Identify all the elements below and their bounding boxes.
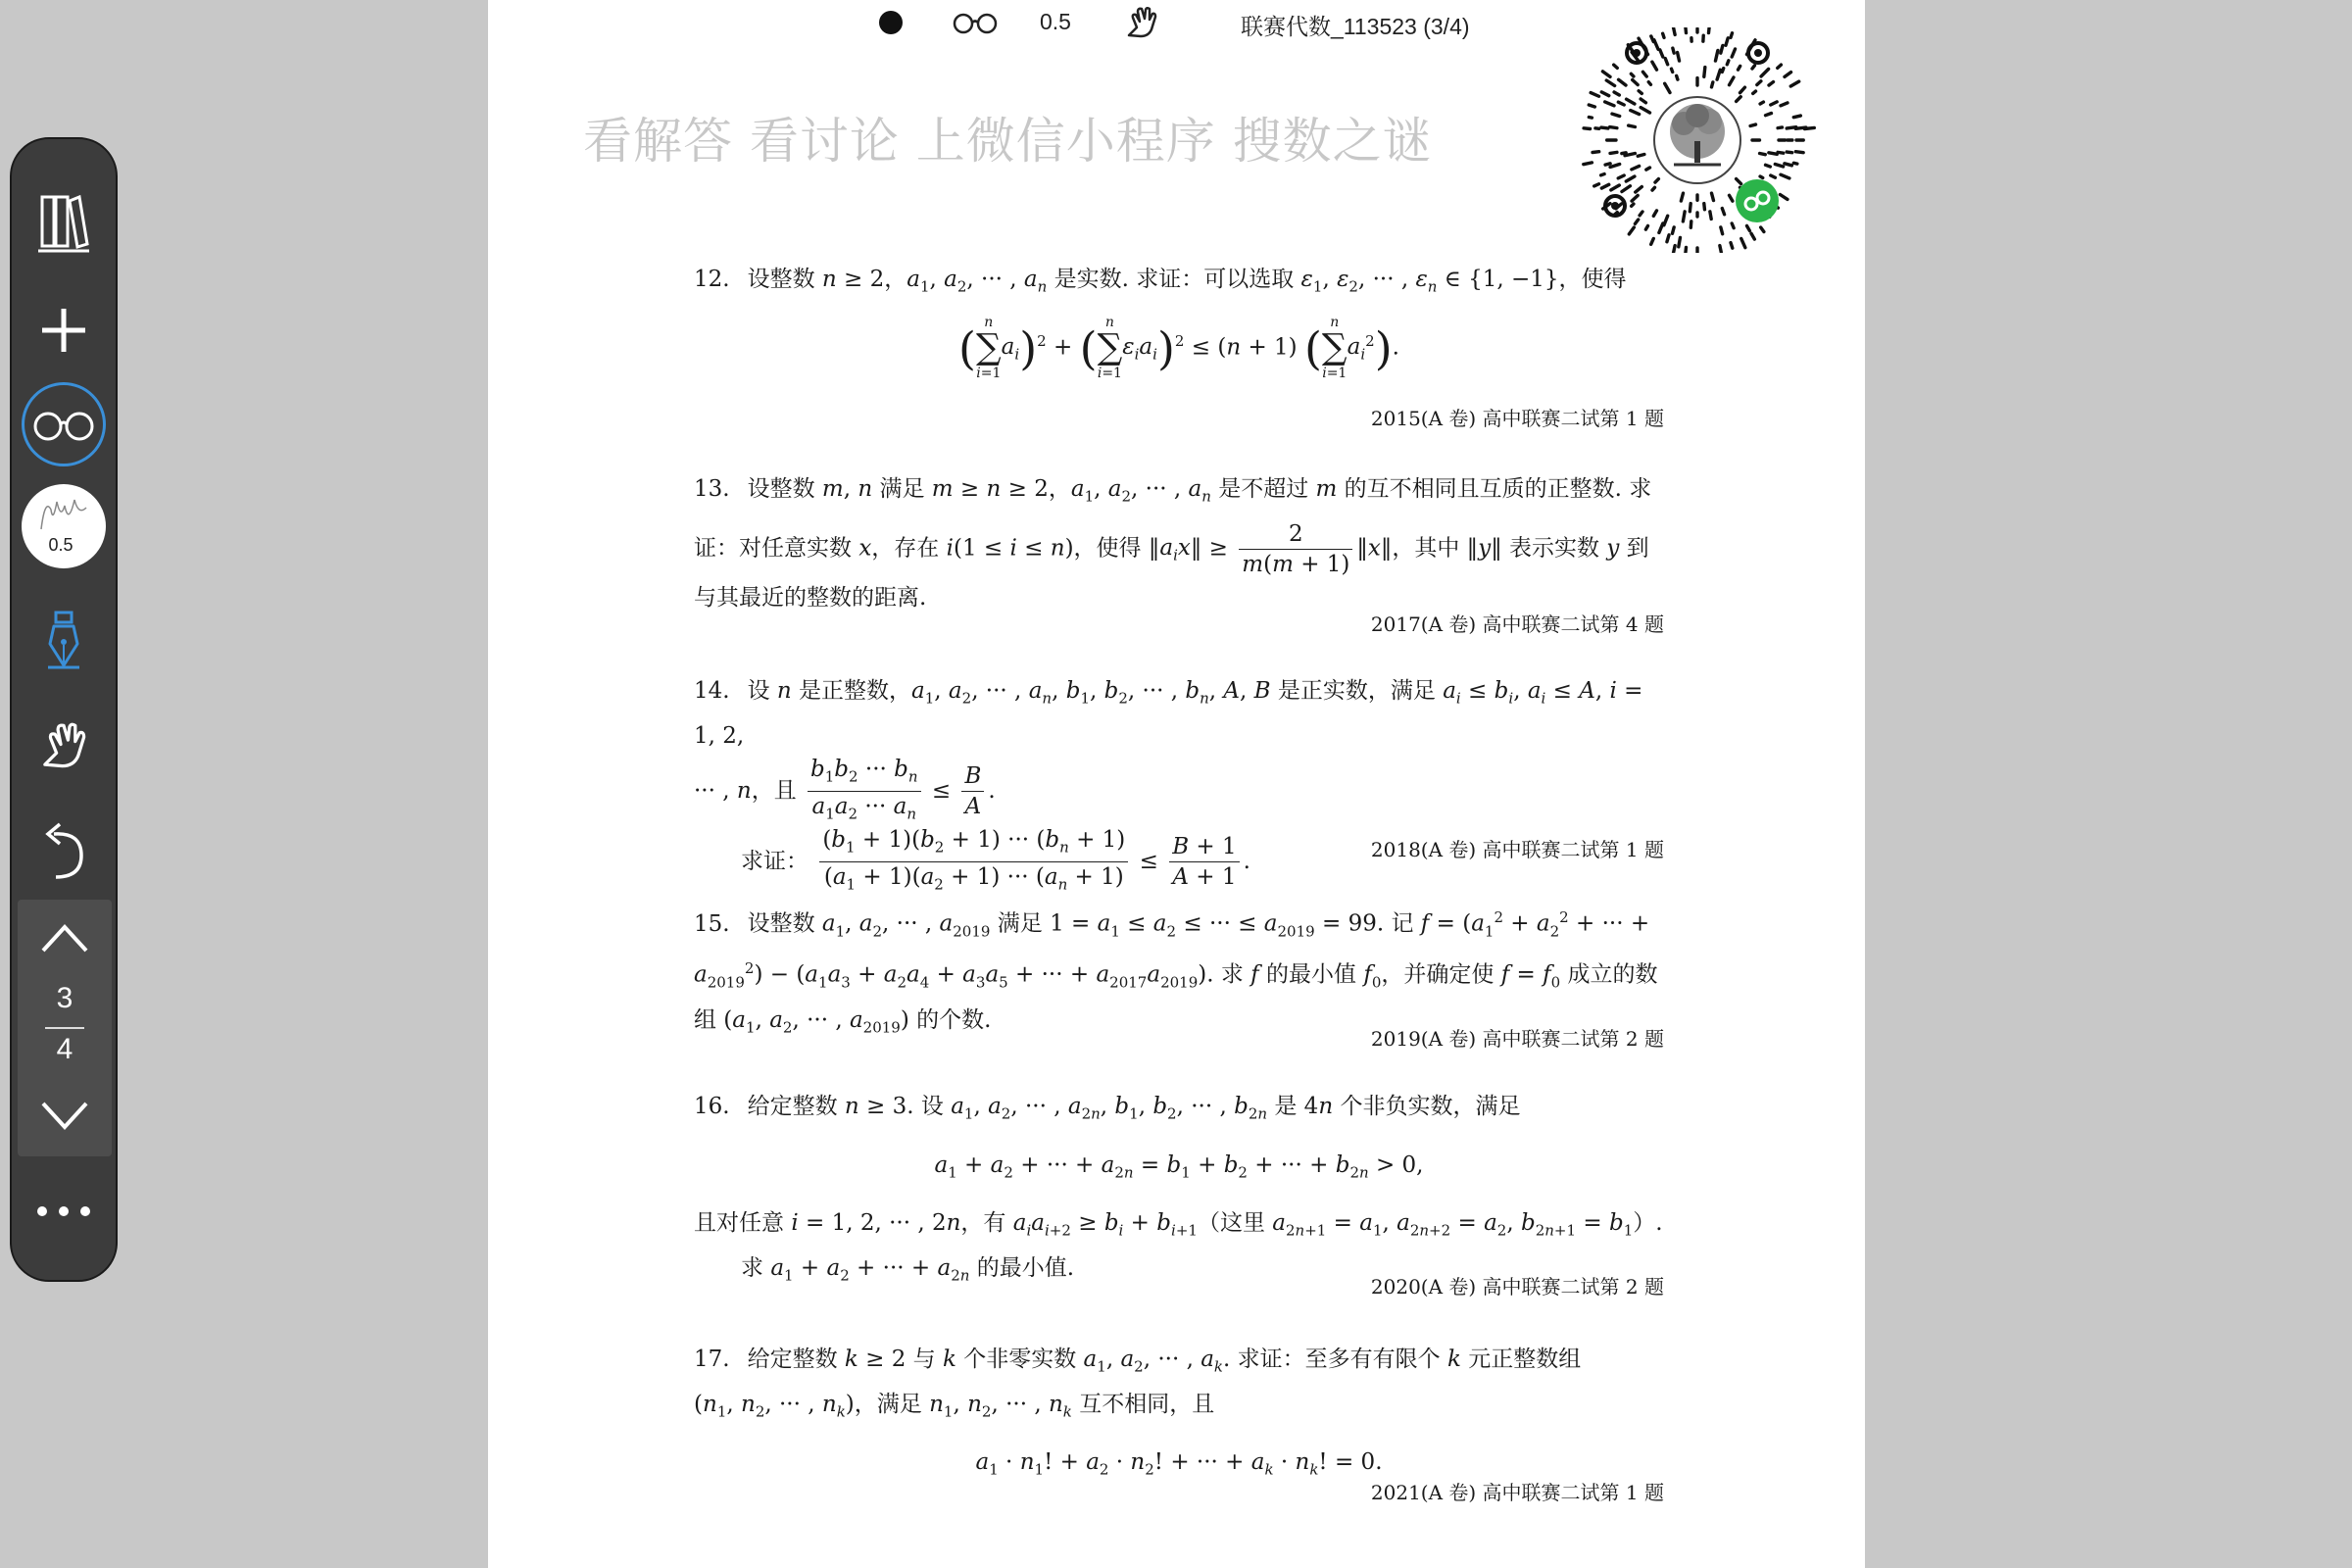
qr-dot [1646,168,1650,170]
qr-dot [1678,53,1680,62]
qr-dot [1632,195,1638,201]
qr-dot [1720,246,1721,253]
qr-dot [1659,223,1663,232]
qr-dot [1605,102,1614,106]
zoom-value[interactable]: 0.5 [1040,9,1071,34]
qr-dot [1591,93,1598,97]
qr-dot [1766,165,1771,167]
problem-13: 13. 设整数 m, n 满足 m ≥ n ≥ 2，$a_1$, $a_2$, ··· , $a_n$ 是不超过 m 的互不相同且互质的正整数. 求 证：对任意实数 x，存在 i(1 ≤ i ≤ n)，使得 $‖a_ix‖$ ≥ $\frac{2}{m(m + 1)}$ ‖x‖，其中 ‖y‖ 表示实数 y 到 与其最近的整数的距离. 2017(A 卷) 高中联赛二试第 4 题 [694,470,1664,616]
qr-dot [1790,81,1798,86]
qr-dot [1732,49,1735,57]
qr-dot [1611,185,1619,190]
document-title: 联赛代数_113523 (3/4) [1241,14,1470,39]
qr-dot [1660,50,1663,57]
qr-dot [1641,99,1645,103]
document-page [488,0,1865,1568]
qr-dot [1771,102,1777,105]
problem-text: 满足 [997,910,1043,937]
qr-dot [1601,127,1608,128]
problem-text: 满足 [879,476,925,502]
qr-dot [1752,66,1754,69]
qr-dot [1622,186,1630,192]
qr-dot [1775,164,1783,167]
problem-number: 16. [694,1094,730,1119]
problem-source: 2020(A 卷) 高中联赛二试第 2 题 [1370,1275,1664,1298]
more-button[interactable] [12,1182,116,1241]
problem-text: 设整数 [747,910,815,937]
problem-text: ，存在 [871,535,940,562]
pen-tool-button[interactable] [12,596,116,684]
qr-dot [1618,175,1624,178]
qr-dot [1778,152,1784,153]
qr-dot [1605,164,1610,165]
qr-dot [1652,62,1657,70]
problem-text: 给定整数 [747,1347,838,1372]
qr-dot [1589,117,1592,118]
qr-finder-dot [1611,202,1619,210]
total-pages-number: 4 [56,1033,74,1065]
qr-dot [1606,80,1614,85]
qr-dot [1635,220,1638,223]
problem-source: 2017(A 卷) 高中联赛二试第 4 题 [1370,612,1664,636]
problem-source: 2015(A 卷) 高中联赛二试第 1 题 [1370,407,1664,430]
problem-number: 17. [694,1347,730,1372]
qr-dot [1677,75,1678,79]
qr-dot [1592,152,1599,153]
qr-finder-dot [1754,49,1762,57]
qr-dot [1793,163,1797,164]
qr-dot [1673,246,1675,253]
qr-dot [1704,68,1705,77]
qr-dot [1711,193,1713,200]
qr-dot [1633,79,1638,84]
qr-dot [1710,212,1711,220]
problem-number: 15. [694,910,730,937]
fountain-pen-icon [42,609,85,671]
qr-dot [1631,74,1634,76]
problem-text: 且对任意 [694,1210,784,1237]
problem-number: 14. [694,678,730,704]
problem-text: 的个数. [916,1006,992,1033]
qr-dot [1622,153,1626,154]
qr-dot [1760,154,1766,155]
problem-text: 与其最近的整数的距离. [694,584,927,611]
problem-number: 12. [694,267,730,292]
qr-dot [1589,105,1594,107]
chevron-down-icon[interactable] [39,1100,90,1133]
qr-dot [1686,247,1687,253]
qr-dot [1655,179,1658,182]
page-navigator [18,900,112,1156]
problem-text: 求 [741,1254,763,1281]
qr-dot [1601,184,1608,188]
problem-text: 的最小值 [1266,961,1356,988]
qr-dot [1771,175,1776,177]
qr-dot [1631,111,1640,115]
problem-text: 给定整数 [747,1094,838,1119]
library-button[interactable] [12,178,116,267]
qr-dot [1730,195,1733,201]
qr-dot [1665,83,1670,92]
qr-dot [1632,204,1634,206]
qr-dot [1667,235,1669,242]
qr-dot [1751,233,1754,239]
problem-text: 是正实数，满足 [1277,678,1436,704]
qr-dot [1737,97,1741,102]
qr-dot [1793,116,1800,118]
formula: $a_1 + a_2$ + ··· + $a_{2n} = b_1 + b_2$ + ··· + $b_{2n} > 0$, [934,1152,1424,1182]
problem-text: 且 [773,777,797,804]
problem-text: 是实数. 求证：可以选取 [1054,267,1295,292]
problem-text: ，有 [960,1210,1006,1237]
qr-dot [1629,125,1636,126]
pen-size-label: 0.5 [48,535,74,555]
reading-glasses-icon[interactable] [953,10,998,35]
color-dot-icon[interactable] [879,11,903,34]
qr-dot [1601,92,1608,96]
qr-dot [1686,27,1687,33]
qr-dot [1618,102,1624,105]
problem-text: 记 [1391,910,1414,937]
problem-text: 设整数 [747,267,815,292]
qr-dot [1730,77,1734,85]
qr-dot [1780,195,1788,200]
qr-dot [1708,27,1709,33]
qr-dot [1787,152,1791,153]
qr-dot [1785,164,1792,166]
problem-text: 个非负实数，满足 [1340,1094,1521,1119]
problem-15: 15. 设整数 $a_1$, $a_2$, ··· , $a_{2019}$ 满足 $1 = a_1 \le a_2$ ≤ ··· ≤ $a_{2019} = 99$. 记 $f = (a_1^2 + a_2^2$ + ··· + $a_{2019}^2) - (a_1a_3 + a_2a_4 + a_3a_5$ + ··· + $a_{2017}a_{2019}$). 求 f 的最小值 $f_0$，并确定使 $f = f_0$ 成立的数 组 ($a_1$, $a_2$, ··· , $a_{2019}$) 的个数. 2019(A 卷) 高中联赛二试第 2 题 [694,899,1664,1046]
qr-dot [1760,102,1763,104]
problem-text: 是不超过 [1218,476,1309,502]
qr-dot [1653,211,1656,217]
qr-dot [1722,209,1724,215]
problem-text: 是 [1274,1094,1298,1119]
qr-dot [1717,70,1720,79]
qr-dot [1753,91,1756,93]
qr-dot [1769,153,1777,154]
qr-dot [1785,73,1791,77]
qr-dot [1610,164,1620,167]
qr-dot [1639,91,1642,94]
hand-tool-button[interactable] [12,702,116,790]
qr-dot [1737,179,1741,184]
problem-text: 元正整数组 [1468,1347,1582,1372]
problem-text: 是正整数， [799,678,912,704]
qr-dot [1727,61,1729,65]
qr-dot [1732,223,1734,228]
undo-button[interactable] [12,808,116,896]
qr-dot [1804,127,1814,128]
problem-source: 2019(A 卷) 高中联赛二试第 2 题 [1370,1027,1664,1051]
plus-icon [38,305,89,356]
problem-source: 2018(A 卷) 高中联赛二试第 1 题 [1370,838,1664,861]
mini-program-icon [1736,179,1779,222]
qr-dot [1721,227,1723,234]
hand-pan-icon [36,718,91,773]
qr-dot [1731,243,1733,249]
problem-text: 互不相同，且 [1079,1391,1215,1417]
problem-12: 12. 设整数 n ≥ 2，$a_1$, $a_2$, ··· , $a_n$ 是实数. 求证：可以选取 $\varepsilon_1$, $\varepsilon_2$, ··· , $\varepsilon_n$ ∈ {1, −1}，使得 ( n ∑ i=1 $a_i)^2$ + ( n ∑ i=1 $\varepsilon_ia_i)^2 \le (n + 1)$ ( n ∑ i=1 $a_i^2$). 2015(A 卷) 高中联赛二试第 1 题 [694,261,1664,384]
qr-dot [1665,59,1667,65]
problem-text: 的互不相同且互质的正整数. 求 [1344,476,1652,502]
problem-text: ，满足 [854,1391,922,1417]
more-dots-icon [34,1204,93,1218]
qr-dot [1679,237,1681,246]
qr-dot [1612,114,1620,116]
problem-source: 2021(A 卷) 高中联赛二试第 1 题 [1370,1481,1664,1504]
problem-text: 与 [912,1347,936,1372]
qr-dot [1747,225,1750,230]
problem-16: 16. 给定整数 n ≥ 3. 设 $a_1$, $a_2$, ··· , $a_{2n}$, $b_1$, $b_2$, ··· , $b_{2n}$ 是 4n 个非负实数，满足 $a_1 + a_2$ + ··· + $a_{2n} = b_1 + b_2$ + ··· + $b_{2n} > 0$, 且对任意 i = 1, 2, ··· , 2n，有 $a_ia_{i+2} \ge b_i + b_{i+1}$（这里 $a_{2n+1} = a_1$, $a_{2n+2} = a_2$, $b_{2n+1} = b_1$）. 求 $a_1 + a_2$ + ··· + $a_{2n}$ 的最小值. 2020(A 卷) 高中联赛二试第 2 题 [694,1088,1664,1294]
mini-program-qr-code[interactable] [1576,27,1819,253]
qr-dot [1778,127,1782,128]
qr-dot [1645,225,1647,229]
undo-icon [38,822,89,881]
qr-dot [1626,176,1635,181]
signature-stroke-icon [35,490,90,537]
chevron-up-icon[interactable] [39,921,90,955]
qr-dot [1683,212,1685,221]
qr-dot [1722,69,1723,73]
bookshelf-icon [36,191,91,254]
current-page-number: 3 [56,982,74,1014]
qr-dot [1757,81,1761,85]
problem-text: 求 [1220,961,1244,988]
qr-dot [1731,33,1733,38]
problem-text: 到 [1626,535,1649,562]
read-mode-button[interactable] [22,382,106,466]
problem-number: 13. [694,476,730,502]
problem-text: ，使得 [1558,267,1627,292]
qr-dot [1638,154,1644,156]
qr-dot [1741,238,1745,247]
page-divider [45,1027,84,1029]
qr-dot [1614,92,1619,95]
problem-text: 求证：至多有有限个 [1237,1347,1441,1372]
qr-dot [1761,227,1764,231]
qr-dot [1769,82,1773,85]
qr-dot [1602,72,1610,77]
formula: ( n ∑ i=1 $a_i)^2$ + ( n ∑ i=1 $\varepsilon_ia_i)^2 \le (n + 1)$ ( n ∑ i=1 $a_i^2$). [958,315,1399,382]
qr-dot [1781,103,1788,106]
qr-finder-dot [1633,49,1641,57]
problem-text: 设 [920,1094,944,1119]
problem-text: 的最小值. [976,1254,1075,1281]
problem-text: （这里 [1197,1210,1265,1237]
qr-dot [1781,174,1789,178]
problem-text: 表示实数 [1509,535,1599,562]
add-button[interactable] [12,286,116,374]
qr-dot [1740,87,1744,93]
qr-dot [1664,216,1668,225]
qr-dot [1711,82,1712,87]
problem-text: 组 [694,1006,716,1033]
problem-text: 成立的数 [1567,961,1658,988]
qr-dot [1766,114,1772,116]
qr-dot [1636,187,1642,193]
reading-glasses-icon [32,407,95,442]
qr-dot [1642,72,1646,76]
formula: $a_1 \cdot n_1$! + $a_2 \cdot n_2$! + ··· + $a_k \cdot n_k$! = 0. [975,1449,1383,1479]
qr-dot [1641,108,1649,113]
qr-dot [1629,227,1634,234]
qr-dot [1610,127,1617,128]
qr-dot [1673,48,1674,53]
problem-text: 求证： [741,848,808,874]
qr-dot [1652,187,1654,190]
qr-dot [1721,45,1723,53]
qr-dot [1651,36,1653,42]
problem-text: 证：对任意实数 [694,535,852,562]
qr-dot [1610,152,1617,153]
qr-dot [1778,65,1782,68]
tool-sidebar [10,137,118,1282]
qr-dot [1648,82,1650,85]
qr-dot [1715,50,1717,61]
qr-dot [1681,193,1683,201]
hand-pan-icon[interactable] [1123,4,1160,41]
qr-dot [1761,69,1769,76]
problem-14: 14. 设 n 是正整数，$a_1$, $a_2$, ··· , $a_n$, $b_1$, $b_2$, ··· , $b_n$, A, B 是正实数，满足 $a_i \le b_i$, $a_i \le A$, i = 1, 2, ··· , n，且 $\frac{b_1b_2 \cdot\cdot\cdot b_n}{a_1a_2 \cdot\cdot\cdot a_n}$ ≤ $\frac{B}{A}$ . 求证： $\frac{(b_1 + 1)(b_2 + 1) \cdot\cdot\cdot (b_n + 1)}{(a_1 + 1)(a_2 + 1) \cdot\cdot\cdot (a_n + 1)}$ ≤ $\frac{B + 1}{A + 1}$ . 2018(A 卷) 高中联赛二试第 1 题 [694,678,1664,894]
problem-text: 设 [747,678,770,704]
problem-text: ，其中 [1392,535,1460,562]
problem-text: ，使得 [1073,535,1142,562]
qr-dot [1594,184,1599,186]
qr-dot [1601,174,1605,175]
problem-text: 个非零实数 [963,1347,1077,1372]
qr-dot [1671,69,1672,72]
qr-dot [1640,212,1642,216]
problem-text: 设整数 [747,476,815,502]
watermark-text: 看解答 看讨论 上微信小程序 搜数之谜 [583,113,1433,170]
qr-dot [1663,33,1664,37]
problem-17: 17. 给定整数 k ≥ 2 与 k 个非零实数 $a_1$, $a_2$, ··· , $a_k$. 求证：至多有有限个 k 元正整数组 ($n_1$, $n_2$, ··· , $n_k$)，满足 $n_1$, $n_2$, ··· , $n_k$ 互不相同，且 $a_1 \cdot n_1$! + $a_2 \cdot n_2$! + ··· + $a_k \cdot n_k$! = 0. 2021(A 卷) 高中联赛二试第 1 题 [694,1341,1664,1489]
qr-dot [1632,166,1640,169]
problem-text: ，并确定使 [1381,961,1494,988]
qr-dot [1584,128,1591,129]
qr-dot [1584,163,1592,165]
qr-dot [1651,238,1654,244]
qr-dot [1726,38,1728,45]
qr-dot [1795,152,1803,153]
qr-dot [1674,27,1676,34]
qr-dot [1760,176,1763,178]
qr-dot [1619,79,1626,85]
problem-text: ）. [1633,1210,1663,1237]
qr-dot [1627,99,1635,104]
pen-size-button[interactable] [22,484,106,568]
qr-dot [1750,124,1755,125]
qr-dot [1672,227,1674,233]
qr-dot [1704,204,1705,210]
qr-dot [1739,66,1740,70]
qr-dot [1614,65,1618,68]
